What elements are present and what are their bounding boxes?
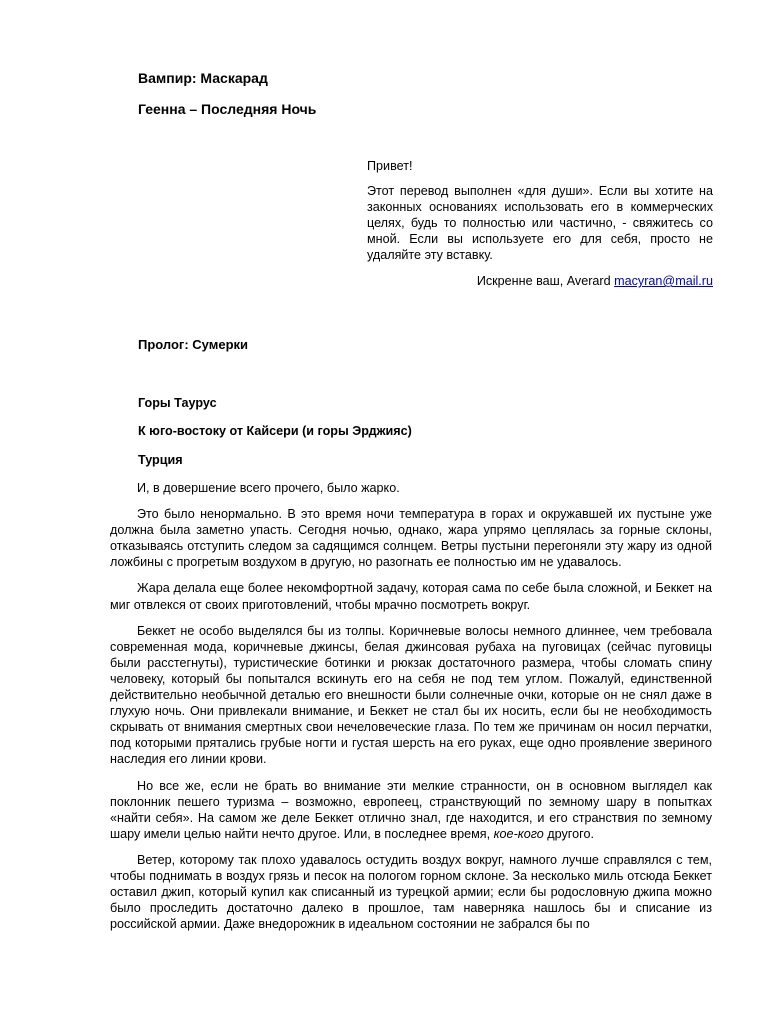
- location-heading-country: Турция: [138, 453, 183, 467]
- paragraph-text: Но все же, если не брать во внимание эти мелкие странности, он в основном выглядел как поклонник пешего туризма – возможно, европеец, странствующий по земному шару в попытках «найти себя». На самом же деле Беккет отлично знал, где находится, и его странствия по земному шару имели целью найти нечто другое. Или, в последнее время,: [110, 778, 712, 841]
- location-heading-mountains: Горы Таурус: [138, 396, 217, 410]
- translator-note: [367, 158, 713, 298]
- prologue-heading: Пролог: Сумерки: [138, 337, 249, 352]
- paragraph: Беккет не особо выделялся бы из толпы. Коричневые волосы немного длиннее, чем требовала современная мода, коричневые джинсы, белая джинсовая рубаха на пуговицах (сейчас пуговицы были расстегнуты), туристические ботинки и рюкзак достаточного размера, чтобы сломать спину человеку, который бы попытался вскинуть его на себя не под тем углом. Пожалуй, единственной действительно необычной деталью его внешности были солнечные очки, которые он не снял даже в глухую ночь. Они привлекали внимание, и Беккет не стал бы их носить, если бы не необходимость скрывать от внимания смертных свои нечеловеческие глаза. По тем же причинам он носил перчатки, под которыми прятались грубые ногти и густая шерсть на его руках, еще одно проявление звериного наследия его линии крови.: [110, 623, 712, 767]
- paragraph-text: другого.: [543, 826, 594, 841]
- italic-phrase: кое-кого: [493, 826, 544, 841]
- note-signature: [367, 273, 713, 289]
- paragraph: Ветер, которому так плохо удавалось остудить воздух вокруг, намного лучше справлялся с тем, чтобы поднимать в воздух грязь и песок на пологом горном склоне. За несколько миль отсюда Беккет оставил джип, который купил как списанный из турецкой армии; если бы родословную джипа можно было проследить достаточно далеко в прошлое, там наверняка нашлось бы и списание из российской армии. Даже внедорожник в идеальном состоянии не забрался бы по: [110, 852, 712, 932]
- paragraph: Жара делала еще более некомфортной задачу, которая сама по себе была сложной, и Беккет на миг отвлекся от своих приготовлений, чтобы мрачно посмотреть вокруг.: [110, 581, 712, 612]
- location-heading-region: К юго-востоку от Кайсери (и горы Эрджияс): [138, 424, 412, 438]
- email-link[interactable]: macyran@mail.ru: [614, 274, 713, 288]
- signature-text: Искренне ваш, Averard: [476, 274, 615, 288]
- book-subtitle: Геенна – Последняя Ночь: [138, 101, 317, 117]
- paragraph: И, в довершение всего прочего, было жарко.: [137, 481, 400, 495]
- book-title: Вампир: Маскарад: [138, 70, 268, 86]
- body-text: [110, 480, 712, 942]
- note-greeting: Привет!: [367, 159, 413, 173]
- paragraph: Это было ненормально. В это время ночи температура в горах и окружавшей их пустыне уже должна была заметно упасть. Сегодня ночью, однако, жара упрямо цеплялась за горные склоны, отказываясь отступить следом за садящимся солнцем. Ветры пустыни перегоняли эту жару из одной ложбины с прогретым воздухом в другую, но разогнать ее полностью им не удавалось.: [110, 507, 712, 570]
- paragraph: [110, 778, 712, 842]
- note-paragraph: Этот перевод выполнен «для души». Если вы хотите на законных основаниях использовать его в коммерческих целях, будь то полностью или частично, - свяжитесь со мной. Если вы используете его для себя, просто не удаляйте эту вставку.: [367, 184, 713, 262]
